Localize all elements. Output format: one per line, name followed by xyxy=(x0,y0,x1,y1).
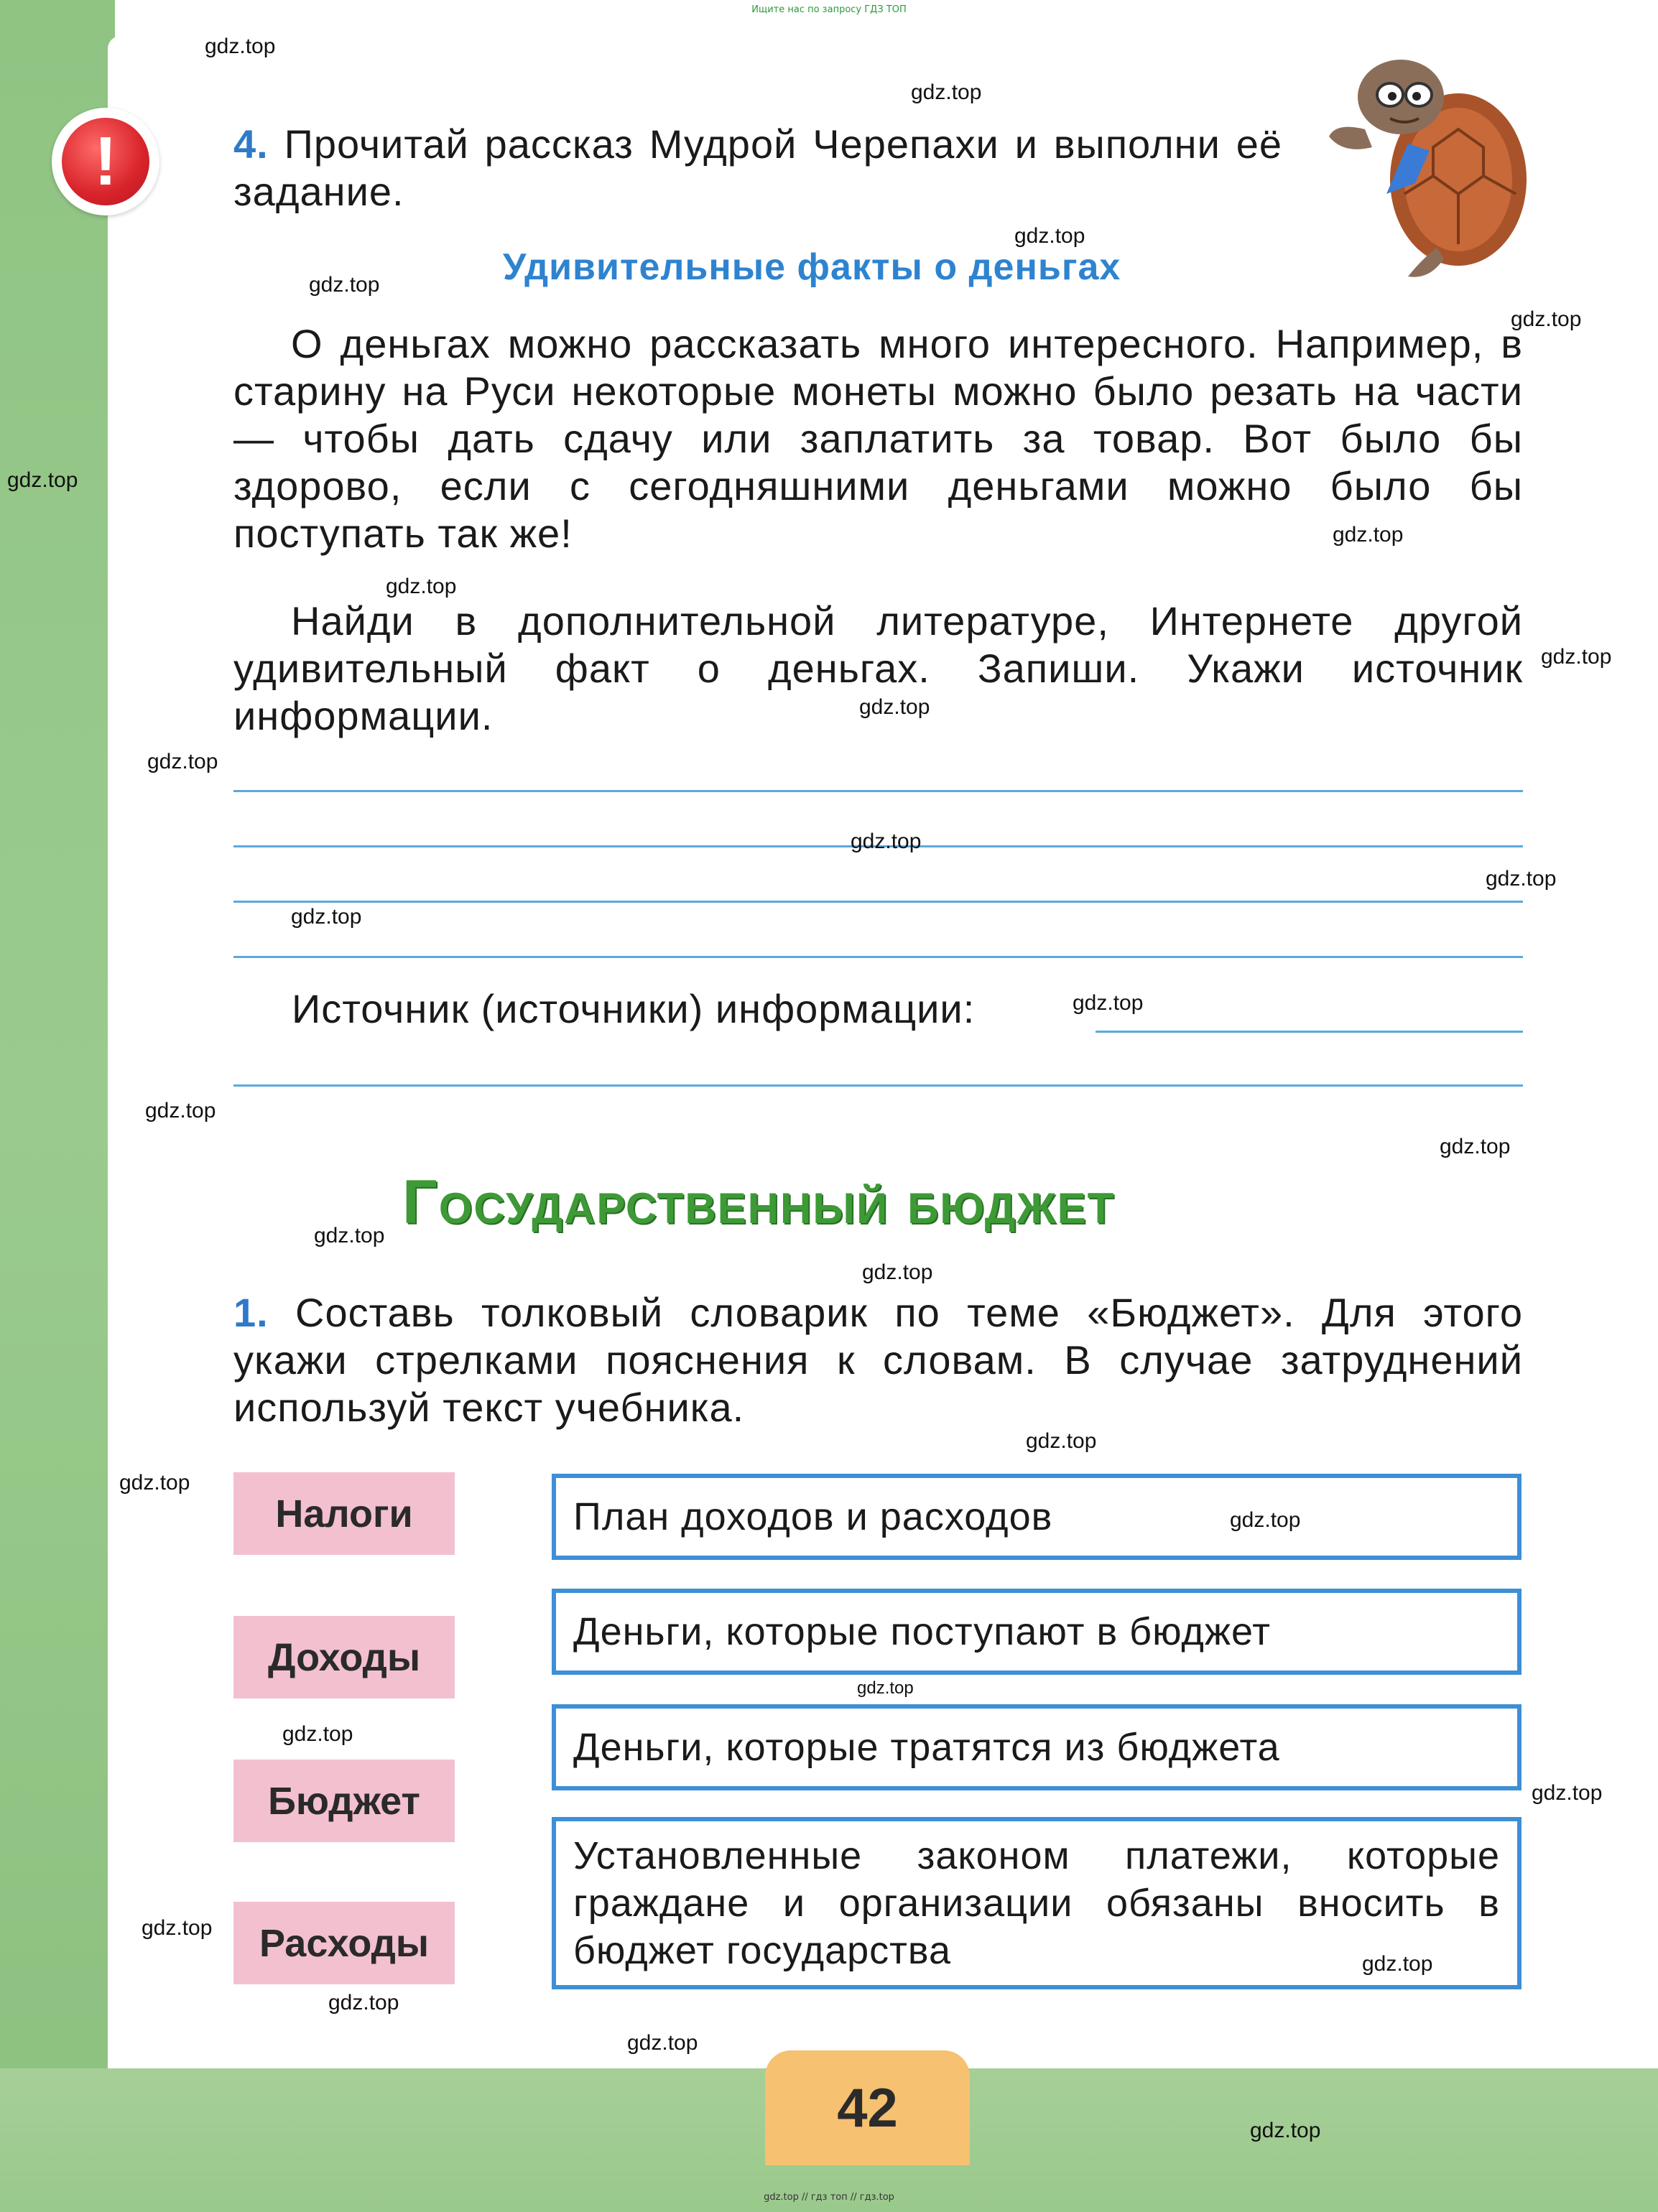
watermark: gdz.top xyxy=(1541,645,1612,669)
watermark: gdz.top xyxy=(1026,1429,1097,1453)
watermark: gdz.top xyxy=(328,1991,399,2014)
page-number: 42 xyxy=(765,2050,970,2165)
watermark: gdz.top xyxy=(1362,1952,1433,1976)
story-paragraph: О деньгах можно рассказать много интересного. Например, в старину на Руси некоторые монеты можно было резать на части — чтобы дать сдачу или заплатить за товар. Вот было бы здорово, если с сегодняшними деньгами можно было бы поступать так же! xyxy=(233,321,1523,556)
watermark: gdz.top xyxy=(1440,1135,1511,1158)
term-nalogi[interactable]: Налоги xyxy=(233,1472,455,1555)
task1-prompt-text: Составь толковый словарик по теме «Бюджет». Для этого укажи стрелками пояснения к словам. В случае затруднений используй текст учебника. xyxy=(233,1290,1523,1430)
alert-icon xyxy=(52,108,159,215)
term-raskhody[interactable]: Расходы xyxy=(233,1902,455,1984)
watermark: gdz.top xyxy=(862,1260,933,1284)
answer-line-3[interactable] xyxy=(233,901,1523,903)
watermark: gdz.top xyxy=(291,905,362,929)
turtle-icon xyxy=(1322,29,1537,287)
watermark: gdz.top xyxy=(386,575,457,598)
watermark: gdz.top xyxy=(142,1916,213,1940)
watermark: gdz.top xyxy=(1250,2119,1321,2142)
task1-number: 1. xyxy=(233,1290,269,1335)
definition-box[interactable] xyxy=(552,1474,1522,1560)
definition-text: Деньги, которые тратятся из бюджета xyxy=(573,1726,1280,1769)
exclamation-icon: ! xyxy=(62,118,149,205)
watermark: gdz.top xyxy=(119,1471,190,1495)
definition-text: Деньги, которые поступают в бюджет xyxy=(573,1610,1272,1653)
watermark: gdz.top xyxy=(911,80,982,104)
term-dokhody[interactable]: Доходы xyxy=(233,1616,455,1698)
assignment-paragraph: Найди в дополнительной литературе, Интернете другой удивительный факт о деньгах. Запиши. Укажи источник информации. xyxy=(233,598,1523,738)
story-title: Удивительные факты о деньгах xyxy=(503,246,1121,288)
side-background xyxy=(0,0,115,2212)
definition-box[interactable] xyxy=(552,1589,1522,1675)
watermark: gdz.top xyxy=(314,1224,385,1247)
watermark: gdz.top xyxy=(147,750,218,773)
watermark: gdz.top xyxy=(1073,991,1144,1015)
watermark: gdz.top xyxy=(282,1722,353,1746)
source-label: Источник (источники) информации: xyxy=(292,986,976,1031)
definition-box[interactable] xyxy=(552,1704,1522,1790)
watermark: gdz.top xyxy=(1230,1508,1301,1532)
watermark: gdz.top xyxy=(1486,867,1557,891)
watermark: gdz.top xyxy=(627,2031,698,2055)
story-text xyxy=(233,320,1523,557)
definition-text: Установленные законом платежи, которые граждане и организации обязаны вносить в бюджет государства xyxy=(573,1834,1500,1972)
watermark: gdz.top xyxy=(859,695,930,719)
source-line-1[interactable] xyxy=(1096,1031,1523,1033)
source-line-2[interactable] xyxy=(233,1084,1523,1087)
watermark: gdz.top xyxy=(7,468,78,492)
term-byudzhet[interactable]: Бюджет xyxy=(233,1760,455,1842)
header-note: Ищите нас по запросу ГДЗ ТОП xyxy=(751,4,907,15)
watermark: gdz.top xyxy=(1511,307,1582,331)
watermark: gdz.top xyxy=(1014,224,1085,248)
watermark: gdz.top xyxy=(205,34,276,58)
task4-number: 4. xyxy=(233,121,269,167)
watermark: gdz.top xyxy=(851,830,922,853)
definition-text: План доходов и расходов xyxy=(573,1495,1053,1538)
answer-line-4[interactable] xyxy=(233,956,1523,958)
footer-note: gdz.top // гдз топ // гдз.top xyxy=(764,2192,894,2203)
task1-prompt xyxy=(233,1289,1523,1431)
answer-line-1[interactable] xyxy=(233,790,1523,792)
task4-prompt-text: Прочитай рассказ Мудрой Черепахи и выполни её задание. xyxy=(233,121,1282,214)
watermark: gdz.top xyxy=(145,1099,216,1123)
watermark: gdz.top xyxy=(309,273,380,297)
watermark: gdz.top xyxy=(857,1678,914,1698)
section-title: Государственный бюджет xyxy=(402,1168,1116,1237)
watermark: gdz.top xyxy=(1333,523,1404,547)
watermark: gdz.top xyxy=(1532,1781,1603,1805)
task4-prompt xyxy=(233,121,1282,215)
